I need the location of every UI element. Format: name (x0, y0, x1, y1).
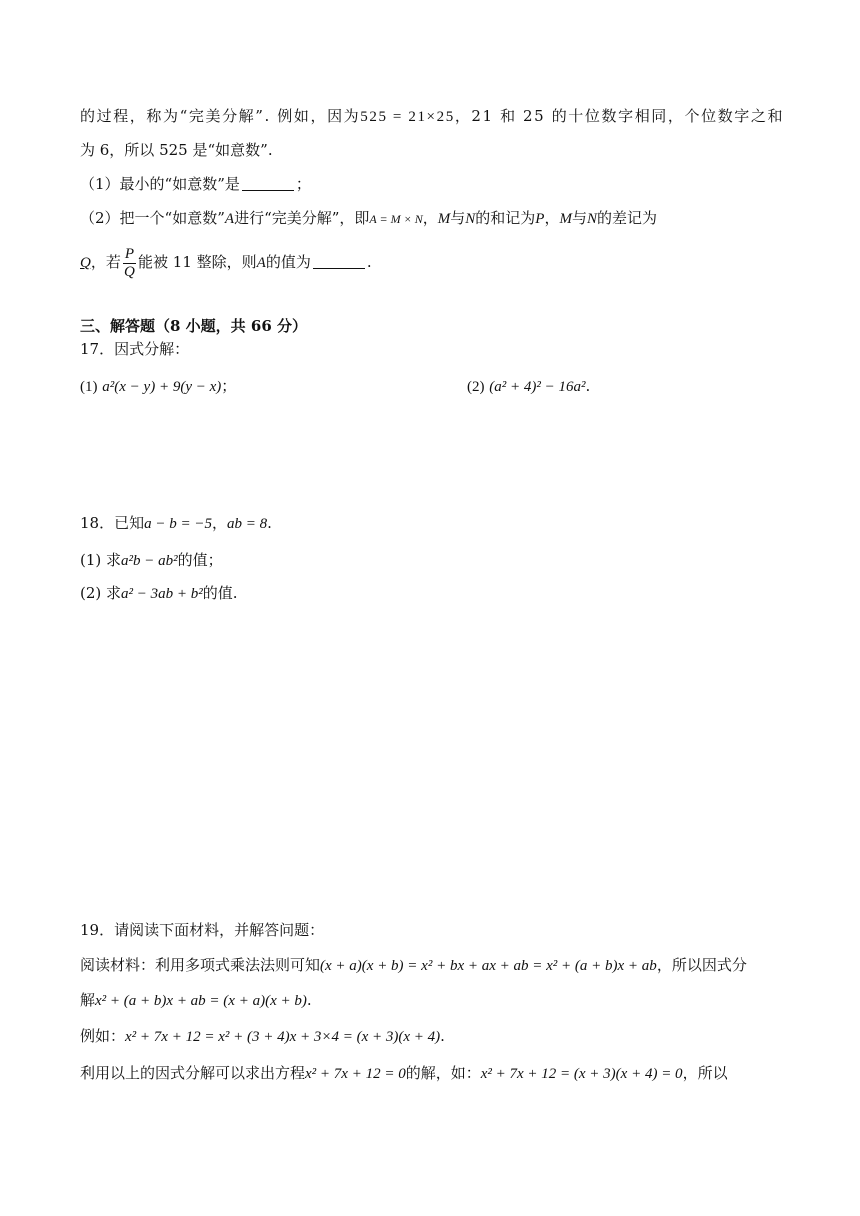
q2-text: 能被 11 整除，则 (138, 253, 257, 271)
p18-given (80, 513, 272, 534)
p18-text: (2) 求 (80, 584, 122, 602)
q2-text: 的值为 (265, 253, 311, 271)
p19-usage (80, 1063, 728, 1084)
q1-end: ； (295, 175, 311, 193)
p19-text: . (440, 1027, 445, 1045)
var-N: N (465, 211, 476, 227)
p19-text: 的解，如： (405, 1064, 481, 1082)
p16-text: ，21 和 25 的十位数字相同，个位数字之和 (454, 107, 785, 125)
var-N: N (586, 211, 597, 227)
p18-text: . (267, 514, 272, 532)
q2-text: ， (544, 209, 560, 227)
answer-blank (313, 254, 365, 269)
var-A: A (256, 255, 266, 271)
p19-text: 阅读材料：利用多项式乘法法则可知 (80, 956, 321, 974)
fraction-numerator: P (124, 245, 135, 262)
p19-text: 例如： (80, 1027, 126, 1045)
p19-expression: x² + (a + b)x + ab = (x + a)(x + b) (95, 993, 307, 1009)
section-heading: 三、解答题（8 小题，共 66 分） (80, 317, 307, 335)
p19-title: 19．请阅读下面材料，并解答问题： (80, 921, 325, 939)
p16-question-2-cont (80, 244, 372, 281)
q2-equation: A = M × N (369, 212, 423, 226)
part-end: ； (221, 377, 237, 395)
part-label: (2) (467, 379, 485, 395)
p17-part-1 (80, 376, 236, 397)
q2-text: ， (422, 209, 438, 227)
p19-text: . (306, 991, 312, 1009)
p16-line-2: 为 6，所以 525 是“如意数”. (80, 141, 273, 159)
p19-text: ，所以 (682, 1064, 728, 1082)
p17-expression-2: (a² + 4)² − 16a² (489, 379, 586, 395)
p18-text: ， (211, 514, 227, 532)
p16-line-1 (80, 106, 784, 127)
p19-material-1 (80, 955, 747, 976)
p18-expression: a² − 3ab + b² (121, 586, 203, 602)
p18-part-1 (80, 550, 223, 571)
part-end: . (585, 377, 591, 395)
p18-text: 的值. (202, 584, 238, 602)
p18-expression: a²b − ab² (121, 553, 178, 569)
p18-part-2 (80, 583, 238, 604)
p17-part-2 (467, 376, 590, 397)
p19-expression: x² + 7x + 12 = x² + (3 + 4)x + 3×4 = (x + 3)(x + 4) (125, 1029, 441, 1045)
var-M: M (437, 211, 451, 227)
part-label: (1) (80, 379, 98, 395)
q2-text: 与 (450, 209, 466, 227)
q2-text: （2）把一个“如意数” (80, 209, 225, 227)
p16-text: 的过程，称为“完美分解”. 例如，因为 (80, 107, 361, 125)
p19-expression: (x + a)(x + b) = x² + bx + ax + ab = x² + (a + b)x + ab (320, 958, 657, 974)
p19-text: 利用以上的因式分解可以求出方程 (80, 1064, 306, 1082)
q2-end: . (366, 253, 372, 271)
p18-expression: ab = 8 (226, 516, 268, 532)
p16-question-1 (80, 174, 311, 194)
p19-material-2 (80, 990, 312, 1011)
fraction-denominator: Q (124, 263, 135, 280)
p19-text: 解 (80, 991, 96, 1009)
p18-text: 18．已知 (80, 514, 145, 532)
p19-text: ，所以因式分 (656, 956, 747, 974)
q2-text: 与 (571, 209, 587, 227)
q2-text: 的和记为 (475, 209, 536, 227)
answer-blank (242, 176, 294, 191)
p18-text: (1) 求 (80, 551, 122, 569)
p19-expression: x² + 7x + 12 = 0 (305, 1066, 406, 1082)
p18-expression: a − b = −5 (144, 516, 212, 532)
var-M: M (559, 211, 572, 227)
p19-example (80, 1026, 445, 1047)
p17-title: 17．因式分解： (80, 340, 190, 358)
q2-text: ，若 (90, 253, 121, 271)
var-P: P (535, 211, 545, 227)
var-A: A (224, 211, 235, 227)
q2-text: 的差记为 (597, 209, 658, 227)
p18-text: 的值； (177, 551, 223, 569)
p17-expression-1: a²(x − y) + 9(y − x) (102, 379, 222, 395)
q1-text: （1）最小的“如意数”是 (80, 175, 240, 193)
p16-question-2 (80, 208, 657, 229)
p16-equation: 525 = 21×25 (360, 109, 455, 125)
var-Q: Q (80, 255, 91, 271)
q2-text: 进行“完美分解”，即 (234, 209, 370, 227)
p19-expression: x² + 7x + 12 = (x + 3)(x + 4) = 0 (480, 1066, 683, 1082)
fraction-p-over-q (123, 246, 136, 281)
